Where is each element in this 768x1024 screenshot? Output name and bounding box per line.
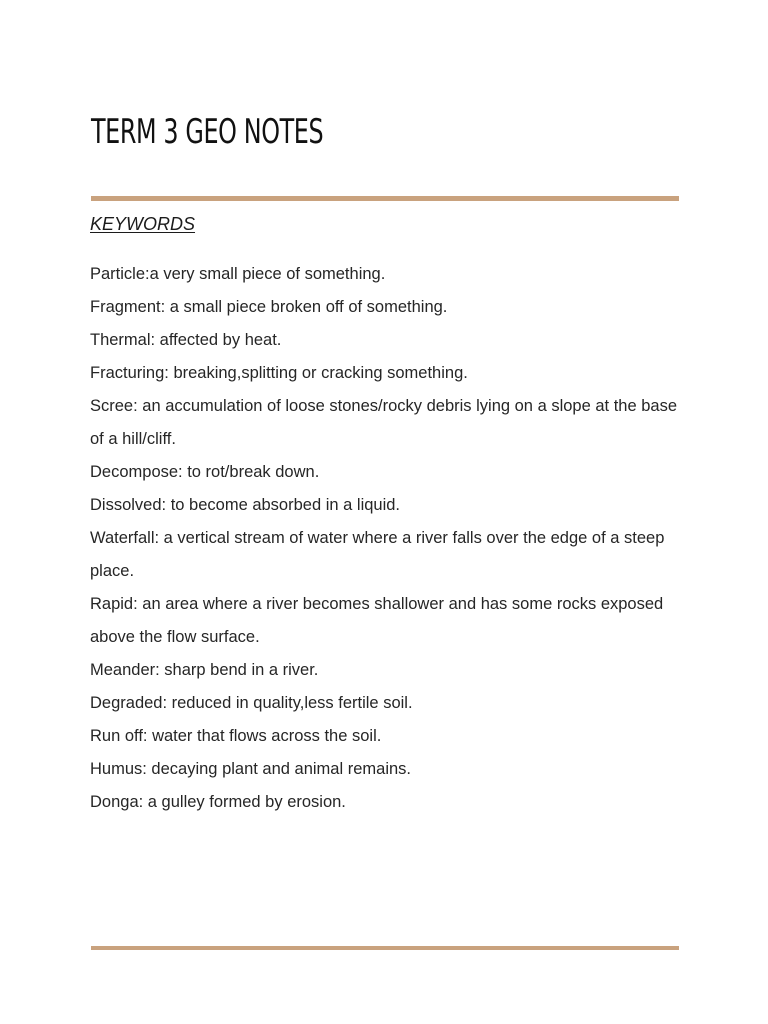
keyword-entry: Waterfall: a vertical stream of water where a river falls over the edge of a steep place. xyxy=(90,529,665,580)
keyword-entry: Humus: decaying plant and animal remains. xyxy=(90,760,412,778)
keyword-entry: Thermal: affected by heat. xyxy=(90,331,282,349)
keyword-entry: Degraded: reduced in quality,less fertile soil. xyxy=(90,694,413,712)
keyword-entry: Decompose: to rot/break down. xyxy=(90,463,320,481)
header-divider xyxy=(91,196,679,201)
keyword-entry: Particle:a very small piece of something. xyxy=(90,265,386,283)
keyword-entry: Donga: a gulley formed by erosion. xyxy=(90,793,346,811)
keyword-entry: Scree: an accumulation of loose stones/rocky debris lying on a slope at the base of a hill/cliff. xyxy=(90,397,678,448)
page-title: TERM 3 GEO NOTES xyxy=(91,112,324,152)
footer-divider xyxy=(91,946,679,950)
section-heading-keywords: KEYWORDS xyxy=(90,214,196,234)
keyword-entry: Fracturing: breaking,splitting or cracking something. xyxy=(90,364,468,382)
keyword-entry: Rapid: an area where a river becomes shallower and has some rocks exposed above the flow surface. xyxy=(90,595,664,646)
keyword-entry: Meander: sharp bend in a river. xyxy=(90,661,319,679)
keyword-entry: Fragment: a small piece broken off of something. xyxy=(90,298,448,316)
keyword-list xyxy=(90,258,682,819)
keyword-entry: Run off: water that flows across the soil. xyxy=(90,727,382,745)
keyword-entry: Dissolved: to become absorbed in a liquid. xyxy=(90,496,401,514)
